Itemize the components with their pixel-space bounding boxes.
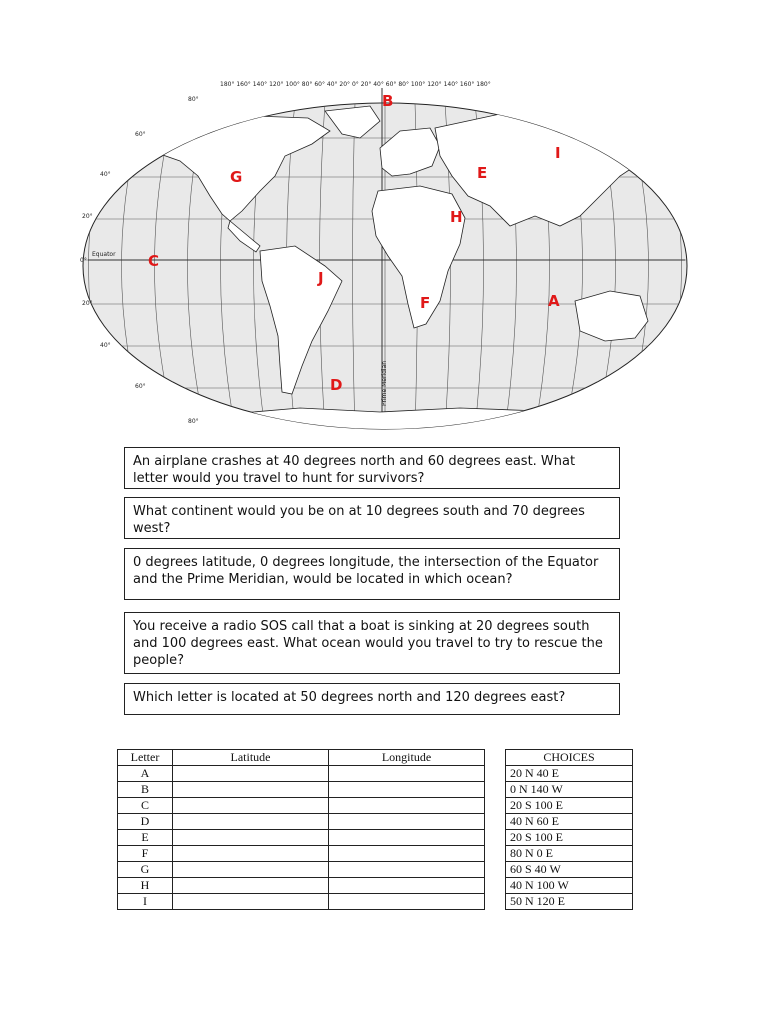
longitude-cell[interactable] xyxy=(329,782,485,798)
longitude-ticks: 180° 160° 140° 120° 100° 80° 60° 40° 20° 0° 20° 40° 60° 80° 100° 120° 140° 160° 180° xyxy=(220,81,491,88)
table-row xyxy=(506,862,633,878)
letter-cell: F xyxy=(118,846,173,862)
latitude-cell[interactable] xyxy=(173,862,329,878)
lat-label: 40° xyxy=(100,171,111,178)
letter-cell: H xyxy=(118,878,173,894)
table-row xyxy=(118,814,485,830)
longitude-cell[interactable] xyxy=(329,894,485,910)
map-letter-f: F xyxy=(420,294,431,312)
antarctica xyxy=(120,408,680,436)
letter-cell: B xyxy=(118,782,173,798)
longitude-cell[interactable] xyxy=(329,798,485,814)
map-letter-j: J xyxy=(318,269,324,287)
longitude-column-header: Longitude xyxy=(329,750,485,766)
latitude-cell[interactable] xyxy=(173,798,329,814)
letter-column-header: Letter xyxy=(118,750,173,766)
map-letter-d: D xyxy=(330,376,343,394)
map-letter-h: H xyxy=(450,208,463,226)
latitude-cell[interactable] xyxy=(173,878,329,894)
table-row xyxy=(506,814,633,830)
lat-label: 20° xyxy=(82,213,93,220)
choice-cell: 40 N 60 E xyxy=(506,814,633,830)
choice-cell: 20 N 40 E xyxy=(506,766,633,782)
question-5: Which letter is located at 50 degrees north and 120 degrees east? xyxy=(124,683,620,715)
table-row xyxy=(506,894,633,910)
longitude-cell[interactable] xyxy=(329,878,485,894)
map-letter-c: C xyxy=(148,252,160,270)
latitude-cell[interactable] xyxy=(173,894,329,910)
choices-header-row xyxy=(506,750,633,766)
table-row xyxy=(118,782,485,798)
longitude-cell[interactable] xyxy=(329,830,485,846)
choice-cell: 40 N 100 W xyxy=(506,878,633,894)
longitude-cell[interactable] xyxy=(329,814,485,830)
lat-label: 0° xyxy=(80,257,87,264)
choice-cell: 60 S 40 W xyxy=(506,862,633,878)
lat-label: 80° xyxy=(188,96,199,103)
australia xyxy=(575,291,648,341)
letter-cell: C xyxy=(118,798,173,814)
table-row xyxy=(118,846,485,862)
choices-table xyxy=(505,749,633,910)
table-row xyxy=(506,782,633,798)
choices-header: CHOICES xyxy=(506,750,633,766)
choice-cell: 20 S 100 E xyxy=(506,798,633,814)
table-row xyxy=(118,862,485,878)
map-letter-e: E xyxy=(477,164,488,182)
map-letter-i: I xyxy=(555,144,561,162)
choice-cell: 20 S 100 E xyxy=(506,830,633,846)
world-map xyxy=(80,76,700,436)
prime-meridian-label: Prime Meridian xyxy=(381,360,388,406)
letter-cell: I xyxy=(118,894,173,910)
table-row xyxy=(506,846,633,862)
longitude-cell[interactable] xyxy=(329,766,485,782)
table-row xyxy=(506,766,633,782)
choice-cell: 0 N 140 W xyxy=(506,782,633,798)
question-4: You receive a radio SOS call that a boat is sinking at 20 degrees south and 100 degrees east. What ocean would you travel to try to rescue the people? xyxy=(124,612,620,674)
longitude-cell[interactable] xyxy=(329,846,485,862)
latitude-cell[interactable] xyxy=(173,846,329,862)
choice-cell: 80 N 0 E xyxy=(506,846,633,862)
question-1: An airplane crashes at 40 degrees north and 60 degrees east. What letter would you travel to hunt for survivors? xyxy=(124,447,620,489)
map-letter-b: B xyxy=(382,92,394,110)
latitude-cell[interactable] xyxy=(173,766,329,782)
latitude-cell[interactable] xyxy=(173,830,329,846)
table-row xyxy=(506,830,633,846)
choice-cell: 50 N 120 E xyxy=(506,894,633,910)
lat-label: 60° xyxy=(135,131,146,138)
question-3: 0 degrees latitude, 0 degrees longitude, the intersection of the Equator and the Prime Meridian, would be located in which ocean? xyxy=(124,548,620,600)
letter-cell: D xyxy=(118,814,173,830)
lat-label: 80° xyxy=(188,418,199,425)
latitude-cell[interactable] xyxy=(173,814,329,830)
equator-label: Equator xyxy=(92,251,116,258)
letter-coordinates-table xyxy=(117,749,485,910)
longitude-cell[interactable] xyxy=(329,862,485,878)
latitude-column-header: Latitude xyxy=(173,750,329,766)
map-letter-g: G xyxy=(230,168,243,186)
world-map-svg xyxy=(80,76,700,436)
question-2: What continent would you be on at 10 degrees south and 70 degrees west? xyxy=(124,497,620,539)
lat-label: 40° xyxy=(100,342,111,349)
table-row xyxy=(118,878,485,894)
table-row xyxy=(506,878,633,894)
letter-cell: A xyxy=(118,766,173,782)
table-row xyxy=(118,830,485,846)
table-row xyxy=(506,798,633,814)
lat-label: 60° xyxy=(135,383,146,390)
lat-label: 20° xyxy=(82,300,93,307)
letter-cell: G xyxy=(118,862,173,878)
letter-cell: E xyxy=(118,830,173,846)
map-letter-a: A xyxy=(548,292,560,310)
table-row xyxy=(118,894,485,910)
table-header-row xyxy=(118,750,485,766)
latitude-cell[interactable] xyxy=(173,782,329,798)
table-row xyxy=(118,766,485,782)
table-row xyxy=(118,798,485,814)
